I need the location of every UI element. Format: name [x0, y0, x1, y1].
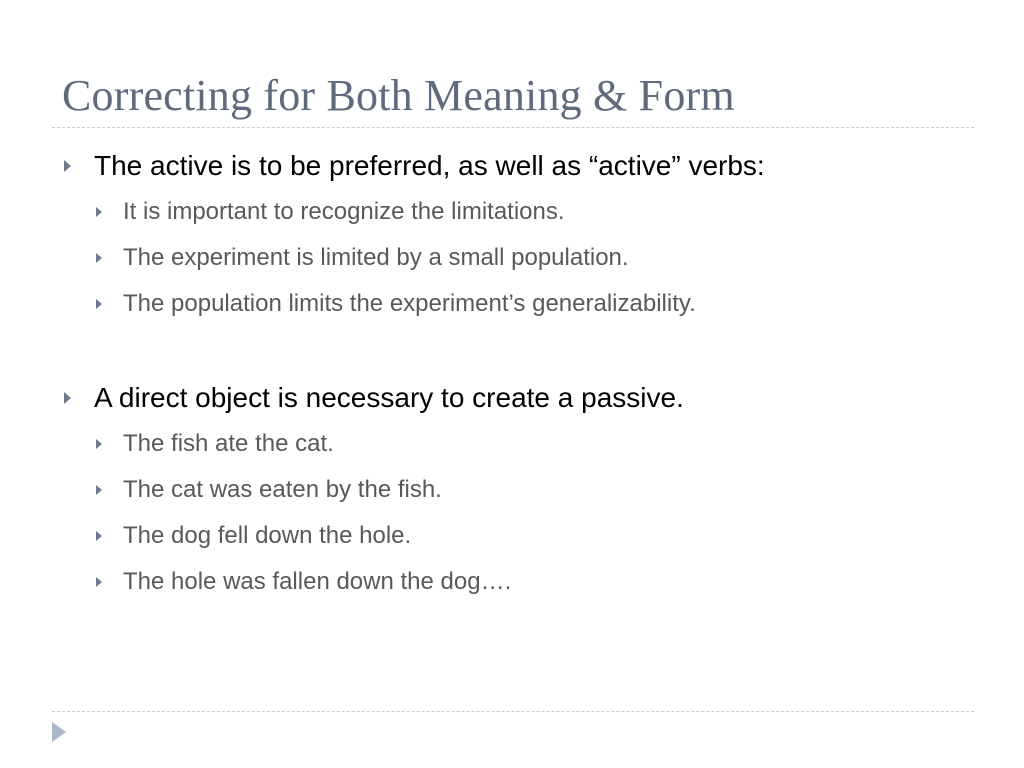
footer-divider [52, 711, 974, 712]
bullet-text: The hole was fallen down the dog…. [123, 568, 512, 595]
bullet-text: It is important to recognize the limitations. [123, 198, 565, 225]
title-divider [52, 127, 974, 128]
bullet-level2 [62, 559, 962, 605]
bullet-text: A direct object is necessary to create a passive. [94, 382, 684, 413]
triangle-bullet-icon [96, 253, 102, 263]
slide-title: Correcting for Both Meaning & Form [62, 71, 735, 120]
bullet-text: The fish ate the cat. [123, 430, 334, 457]
triangle-bullet-icon [96, 531, 102, 541]
next-slide-arrow-icon[interactable] [52, 722, 66, 742]
bullet-level2 [62, 189, 962, 235]
slide-content [62, 143, 962, 605]
bullet-level2 [62, 467, 962, 513]
bullet-text: The population limits the experiment’s generalizability. [123, 290, 696, 317]
bullet-level2 [62, 421, 962, 467]
bullet-text: The experiment is limited by a small population. [123, 244, 629, 271]
triangle-bullet-icon [96, 439, 102, 449]
bullet-text: The active is to be preferred, as well as “active” verbs: [94, 150, 765, 181]
triangle-bullet-icon [96, 485, 102, 495]
triangle-bullet-icon [64, 160, 71, 172]
bullet-level1 [62, 375, 962, 421]
bullet-level2 [62, 513, 962, 559]
bullet-level2 [62, 235, 962, 281]
bullet-text: The cat was eaten by the fish. [123, 476, 442, 503]
bullet-text: The dog fell down the hole. [123, 522, 412, 549]
triangle-bullet-icon [96, 577, 102, 587]
triangle-bullet-icon [96, 207, 102, 217]
section-spacer [62, 327, 962, 375]
triangle-bullet-icon [96, 299, 102, 309]
bullet-level2 [62, 281, 962, 327]
bullet-level1 [62, 143, 962, 189]
triangle-bullet-icon [64, 392, 71, 404]
